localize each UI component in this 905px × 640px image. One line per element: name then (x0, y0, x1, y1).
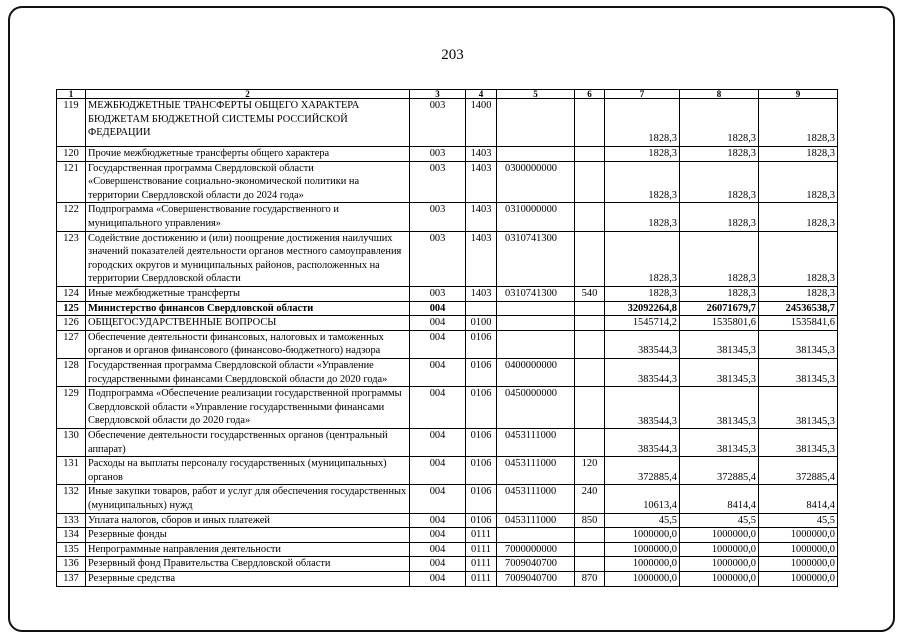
amount-year-3: 1828,3 (759, 203, 838, 231)
table-row (57, 542, 838, 557)
target-article-code: 0310000000 (497, 203, 575, 231)
section-code: 1403 (466, 203, 497, 231)
column-header-2: 2 (86, 90, 410, 99)
section-code: 0106 (466, 429, 497, 457)
expense-type-code (575, 429, 605, 457)
row-number: 121 (57, 161, 86, 203)
table-body (57, 99, 838, 587)
row-number: 124 (57, 286, 86, 301)
column-header-4: 4 (466, 90, 497, 99)
row-number: 122 (57, 203, 86, 231)
expense-type-code (575, 330, 605, 358)
amount-year-2: 381345,3 (680, 358, 759, 386)
table-row (57, 301, 838, 316)
amount-year-1: 372885,4 (605, 457, 680, 485)
amount-year-3: 381345,3 (759, 330, 838, 358)
expense-type-code (575, 301, 605, 316)
row-number: 123 (57, 231, 86, 286)
amount-year-1: 1828,3 (605, 286, 680, 301)
amount-year-1: 32092264,8 (605, 301, 680, 316)
expense-type-code (575, 316, 605, 331)
target-article-code: 0450000000 (497, 387, 575, 429)
amount-year-1: 1000000,0 (605, 528, 680, 543)
section-code: 0100 (466, 316, 497, 331)
row-name: Содействие достижению и (или) поощрение достижения наилучших значений показателей деятельности органов местного самоуправления городских округов и муниципальных районов, расположенных на территории Свердловской области (86, 231, 410, 286)
amount-year-3: 381345,3 (759, 387, 838, 429)
amount-year-2: 1828,3 (680, 286, 759, 301)
target-article-code (497, 301, 575, 316)
amount-year-2: 1000000,0 (680, 572, 759, 587)
ministry-code: 004 (410, 485, 466, 513)
ministry-code: 004 (410, 457, 466, 485)
amount-year-1: 383544,3 (605, 387, 680, 429)
amount-year-3: 1535841,6 (759, 316, 838, 331)
amount-year-3: 24536538,7 (759, 301, 838, 316)
row-number: 134 (57, 528, 86, 543)
amount-year-3: 372885,4 (759, 457, 838, 485)
row-number: 132 (57, 485, 86, 513)
row-name: Резервные фонды (86, 528, 410, 543)
amount-year-1: 1000000,0 (605, 542, 680, 557)
amount-year-3: 1828,3 (759, 231, 838, 286)
ministry-code: 004 (410, 542, 466, 557)
amount-year-2: 372885,4 (680, 457, 759, 485)
amount-year-3: 8414,4 (759, 485, 838, 513)
table-row (57, 286, 838, 301)
amount-year-3: 45,5 (759, 513, 838, 528)
table-row (57, 161, 838, 203)
table-row (57, 358, 838, 386)
ministry-code: 004 (410, 528, 466, 543)
row-number: 130 (57, 429, 86, 457)
ministry-code: 003 (410, 99, 466, 147)
amount-year-3: 1000000,0 (759, 528, 838, 543)
table-row (57, 99, 838, 147)
expense-type-code (575, 203, 605, 231)
amount-year-2: 1535801,6 (680, 316, 759, 331)
section-code: 1403 (466, 147, 497, 162)
expense-type-code (575, 528, 605, 543)
row-name: Расходы на выплаты персоналу государственных (муниципальных) органов (86, 457, 410, 485)
amount-year-3: 381345,3 (759, 429, 838, 457)
section-code: 1403 (466, 161, 497, 203)
table-row (57, 231, 838, 286)
section-code: 0106 (466, 330, 497, 358)
row-name: Прочие межбюджетные трансферты общего характера (86, 147, 410, 162)
column-header-8: 8 (680, 90, 759, 99)
table-row (57, 330, 838, 358)
amount-year-1: 1828,3 (605, 231, 680, 286)
ministry-code: 004 (410, 358, 466, 386)
section-code: 1400 (466, 99, 497, 147)
table-row (57, 485, 838, 513)
table-row (57, 528, 838, 543)
section-code: 1403 (466, 231, 497, 286)
page-number: 203 (441, 47, 464, 63)
row-name: МЕЖБЮДЖЕТНЫЕ ТРАНСФЕРТЫ ОБЩЕГО ХАРАКТЕРА БЮДЖЕТАМ БЮДЖЕТНОЙ СИСТЕМЫ РОССИЙСКОЙ ФЕДЕРАЦИИ (86, 99, 410, 147)
amount-year-2: 381345,3 (680, 330, 759, 358)
row-name: Обеспечение деятельности финансовых, налоговых и таможенных органов и органов финансового (финансово-бюджетного) надзора (86, 330, 410, 358)
amount-year-2: 26071679,7 (680, 301, 759, 316)
header-row (57, 90, 838, 99)
row-number: 126 (57, 316, 86, 331)
row-name: Иные закупки товаров, работ и услуг для обеспечения государственных (муниципальных) нужд (86, 485, 410, 513)
target-article-code: 0300000000 (497, 161, 575, 203)
target-article-code: 0453111000 (497, 485, 575, 513)
row-name: Подпрограмма «Обеспечение реализации государственной программы Свердловской области «Управление государственными финансами Свердловской области до 2020 года» (86, 387, 410, 429)
section-code: 0111 (466, 542, 497, 557)
row-number: 137 (57, 572, 86, 587)
row-name: Государственная программа Свердловской области «Совершенствование социально-экономической политики на территории Свердловской области до 2024 года» (86, 161, 410, 203)
row-name: Резервный фонд Правительства Свердловской области (86, 557, 410, 572)
row-name: Государственная программа Свердловской области «Управление государственными финансами Свердловской области до 2020 года» (86, 358, 410, 386)
table-row (57, 457, 838, 485)
amount-year-2: 381345,3 (680, 429, 759, 457)
amount-year-1: 1000000,0 (605, 557, 680, 572)
target-article-code: 0310741300 (497, 286, 575, 301)
amount-year-1: 45,5 (605, 513, 680, 528)
target-article-code: 0453111000 (497, 429, 575, 457)
expense-type-code (575, 542, 605, 557)
section-code: 0106 (466, 513, 497, 528)
amount-year-1: 1828,3 (605, 99, 680, 147)
row-number: 128 (57, 358, 86, 386)
target-article-code (497, 147, 575, 162)
expense-type-code (575, 161, 605, 203)
ministry-code: 004 (410, 572, 466, 587)
row-number: 136 (57, 557, 86, 572)
target-article-code (497, 316, 575, 331)
amount-year-1: 1828,3 (605, 161, 680, 203)
table-row (57, 316, 838, 331)
ministry-code: 004 (410, 301, 466, 316)
target-article-code (497, 99, 575, 147)
row-number: 131 (57, 457, 86, 485)
target-article-code: 0400000000 (497, 358, 575, 386)
amount-year-3: 1000000,0 (759, 542, 838, 557)
amount-year-2: 1828,3 (680, 231, 759, 286)
table-row (57, 147, 838, 162)
amount-year-2: 1828,3 (680, 161, 759, 203)
expense-type-code: 540 (575, 286, 605, 301)
section-code: 1403 (466, 286, 497, 301)
amount-year-2: 1000000,0 (680, 528, 759, 543)
table-row (57, 572, 838, 587)
amount-year-1: 1828,3 (605, 147, 680, 162)
target-article-code (497, 528, 575, 543)
amount-year-3: 1828,3 (759, 147, 838, 162)
row-number: 127 (57, 330, 86, 358)
target-article-code: 0310741300 (497, 231, 575, 286)
section-code: 0106 (466, 485, 497, 513)
target-article-code (497, 330, 575, 358)
expense-type-code: 120 (575, 457, 605, 485)
amount-year-2: 1000000,0 (680, 542, 759, 557)
amount-year-3: 1000000,0 (759, 557, 838, 572)
row-name: Иные межбюджетные трансферты (86, 286, 410, 301)
amount-year-3: 381345,3 (759, 358, 838, 386)
target-article-code: 0453111000 (497, 457, 575, 485)
table-row (57, 387, 838, 429)
amount-year-1: 1545714,2 (605, 316, 680, 331)
amount-year-2: 381345,3 (680, 387, 759, 429)
amount-year-2: 1828,3 (680, 203, 759, 231)
amount-year-2: 1828,3 (680, 147, 759, 162)
row-name: Непрограммные направления деятельности (86, 542, 410, 557)
expense-type-code (575, 147, 605, 162)
ministry-code: 003 (410, 203, 466, 231)
target-article-code: 0453111000 (497, 513, 575, 528)
row-name: Обеспечение деятельности государственных органов (центральный аппарат) (86, 429, 410, 457)
section-code (466, 301, 497, 316)
ministry-code: 004 (410, 429, 466, 457)
amount-year-3: 1828,3 (759, 161, 838, 203)
row-number: 129 (57, 387, 86, 429)
amount-year-2: 1828,3 (680, 99, 759, 147)
column-header-1: 1 (57, 90, 86, 99)
expense-type-code (575, 99, 605, 147)
column-header-9: 9 (759, 90, 838, 99)
amount-year-3: 1828,3 (759, 286, 838, 301)
table-row (57, 429, 838, 457)
row-number: 120 (57, 147, 86, 162)
section-code: 0106 (466, 387, 497, 429)
row-name: Резервные средства (86, 572, 410, 587)
expense-type-code: 850 (575, 513, 605, 528)
expense-type-code: 240 (575, 485, 605, 513)
amount-year-1: 1828,3 (605, 203, 680, 231)
table-row (57, 203, 838, 231)
amount-year-1: 383544,3 (605, 330, 680, 358)
section-code: 0106 (466, 358, 497, 386)
expense-type-code (575, 387, 605, 429)
table-row (57, 557, 838, 572)
amount-year-1: 383544,3 (605, 429, 680, 457)
expense-type-code (575, 557, 605, 572)
section-code: 0106 (466, 457, 497, 485)
target-article-code: 7009040700 (497, 572, 575, 587)
row-name: Министерство финансов Свердловской области (86, 301, 410, 316)
section-code: 0111 (466, 528, 497, 543)
row-name: Уплата налогов, сборов и иных платежей (86, 513, 410, 528)
target-article-code: 7000000000 (497, 542, 575, 557)
budget-table (56, 89, 838, 587)
amount-year-1: 383544,3 (605, 358, 680, 386)
amount-year-1: 1000000,0 (605, 572, 680, 587)
target-article-code: 7009040700 (497, 557, 575, 572)
expense-type-code (575, 231, 605, 286)
row-number: 133 (57, 513, 86, 528)
amount-year-2: 1000000,0 (680, 557, 759, 572)
row-number: 119 (57, 99, 86, 147)
amount-year-2: 8414,4 (680, 485, 759, 513)
ministry-code: 004 (410, 513, 466, 528)
ministry-code: 004 (410, 330, 466, 358)
section-code: 0111 (466, 557, 497, 572)
ministry-code: 003 (410, 161, 466, 203)
ministry-code: 003 (410, 147, 466, 162)
ministry-code: 004 (410, 557, 466, 572)
amount-year-1: 10613,4 (605, 485, 680, 513)
amount-year-2: 45,5 (680, 513, 759, 528)
column-header-7: 7 (605, 90, 680, 99)
row-name: Подпрограмма «Совершенствование государственного и муниципального управления» (86, 203, 410, 231)
row-name: ОБЩЕГОСУДАРСТВЕННЫЕ ВОПРОСЫ (86, 316, 410, 331)
amount-year-3: 1828,3 (759, 99, 838, 147)
ministry-code: 004 (410, 387, 466, 429)
column-header-3: 3 (410, 90, 466, 99)
section-code: 0111 (466, 572, 497, 587)
row-number: 125 (57, 301, 86, 316)
table-row (57, 513, 838, 528)
expense-type-code (575, 358, 605, 386)
ministry-code: 003 (410, 231, 466, 286)
ministry-code: 003 (410, 286, 466, 301)
column-header-5: 5 (497, 90, 575, 99)
row-number: 135 (57, 542, 86, 557)
expense-type-code: 870 (575, 572, 605, 587)
amount-year-3: 1000000,0 (759, 572, 838, 587)
column-header-6: 6 (575, 90, 605, 99)
ministry-code: 004 (410, 316, 466, 331)
